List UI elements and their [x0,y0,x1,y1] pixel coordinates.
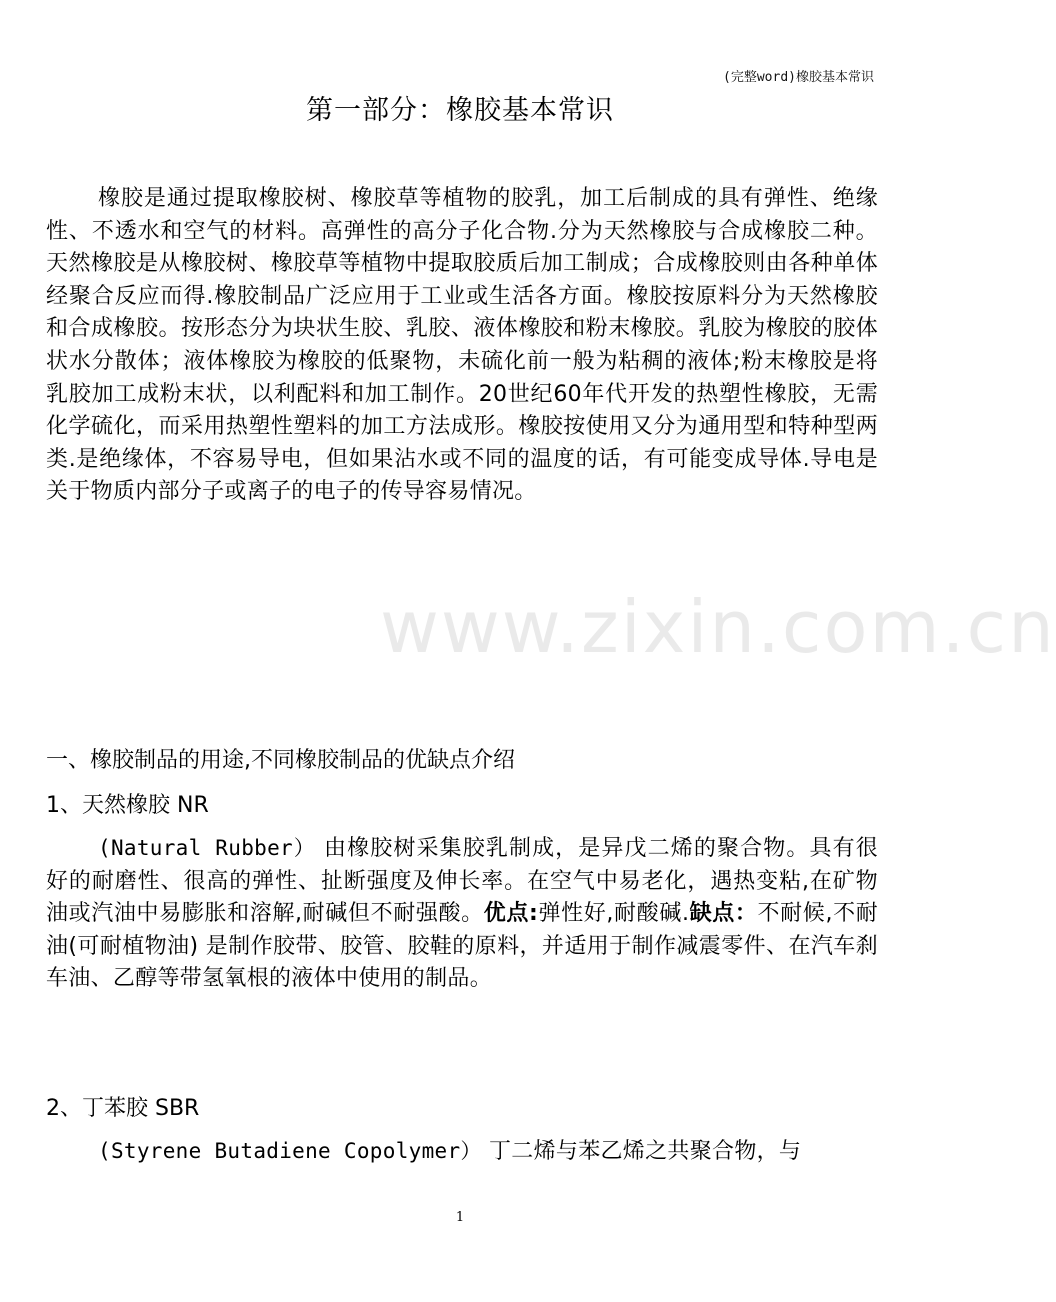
page-title: 第一部分：橡胶基本常识 [306,95,614,126]
nr-cons-label: 缺点： [689,901,758,927]
sbr-paragraph [46,1135,878,1169]
nr-cons-text: 不耐候,不耐油(可耐植物油) 是制作胶带、胶管、胶鞋的原料，并适用于制作减震零件、在汽车刹车油、乙醇等带氢氧根的液体中使用的制品。 [46,901,879,992]
nr-paragraph [46,832,878,996]
nr-pros-text: 弹性好,耐酸碱. [538,901,690,927]
nr-description: 由橡胶树采集胶乳制成，是异戊二烯的聚合物。具有很好的耐磨性、很高的弹性、扯断强度及伸长率。在空气中易老化，遇热变粘,在矿物油或汽油中易膨胀和溶解,耐碱但不耐强酸。 [46,836,878,927]
page-number: 1 [455,1210,465,1225]
item-heading-nr: 1、天然橡胶 NR [46,793,209,818]
intro-paragraph: 橡胶是通过提取橡胶树、橡胶草等植物的胶乳，加工后制成的具有弹性、绝缘性、不透水和空气的材料。高弹性的高分子化合物.分为天然橡胶与合成橡胶二种。天然橡胶是从橡胶树、橡胶草等植物中提取胶质后加工制成；合成橡胶则由各种单体经聚合反应而得.橡胶制品广泛应用于工业或生活各方面。橡胶按原料分为天然橡胶和合成橡胶。按形态分为块状生胶、乳胶、液体橡胶和粉末橡胶。乳胶为橡胶的胶体状水分散体；液体橡胶为橡胶的低聚物，未硫化前一般为粘稠的液体;粉末橡胶是将乳胶加工成粉末状，以利配料和加工制作。20世纪60年代开发的热塑性橡胶，无需化学硫化，而采用热塑性塑料的加工方法成形。橡胶按使用又分为通用型和特种型两类.是绝缘体，不容易导电，但如果沾水或不同的温度的话，有可能变成导体.导电是关于物质内部分子或离子的电子的传导容易情况。 [46,186,878,505]
item-heading-sbr: 2、丁苯胶 SBR [46,1096,200,1121]
sbr-english-name: (Styrene Butadiene Copolymer） [98,1139,482,1163]
nr-pros-label: 优点: [483,901,539,927]
nr-english-name: (Natural Rubber） [98,836,316,860]
document-header: (完整word)橡胶基本常识 [723,70,874,85]
section-heading: 一、橡胶制品的用途,不同橡胶制品的优缺点介绍 [46,748,515,773]
watermark: www.zixin.com.cn [380,585,1056,669]
sbr-description: 丁二烯与苯乙烯之共聚合物，与 [481,1139,802,1164]
